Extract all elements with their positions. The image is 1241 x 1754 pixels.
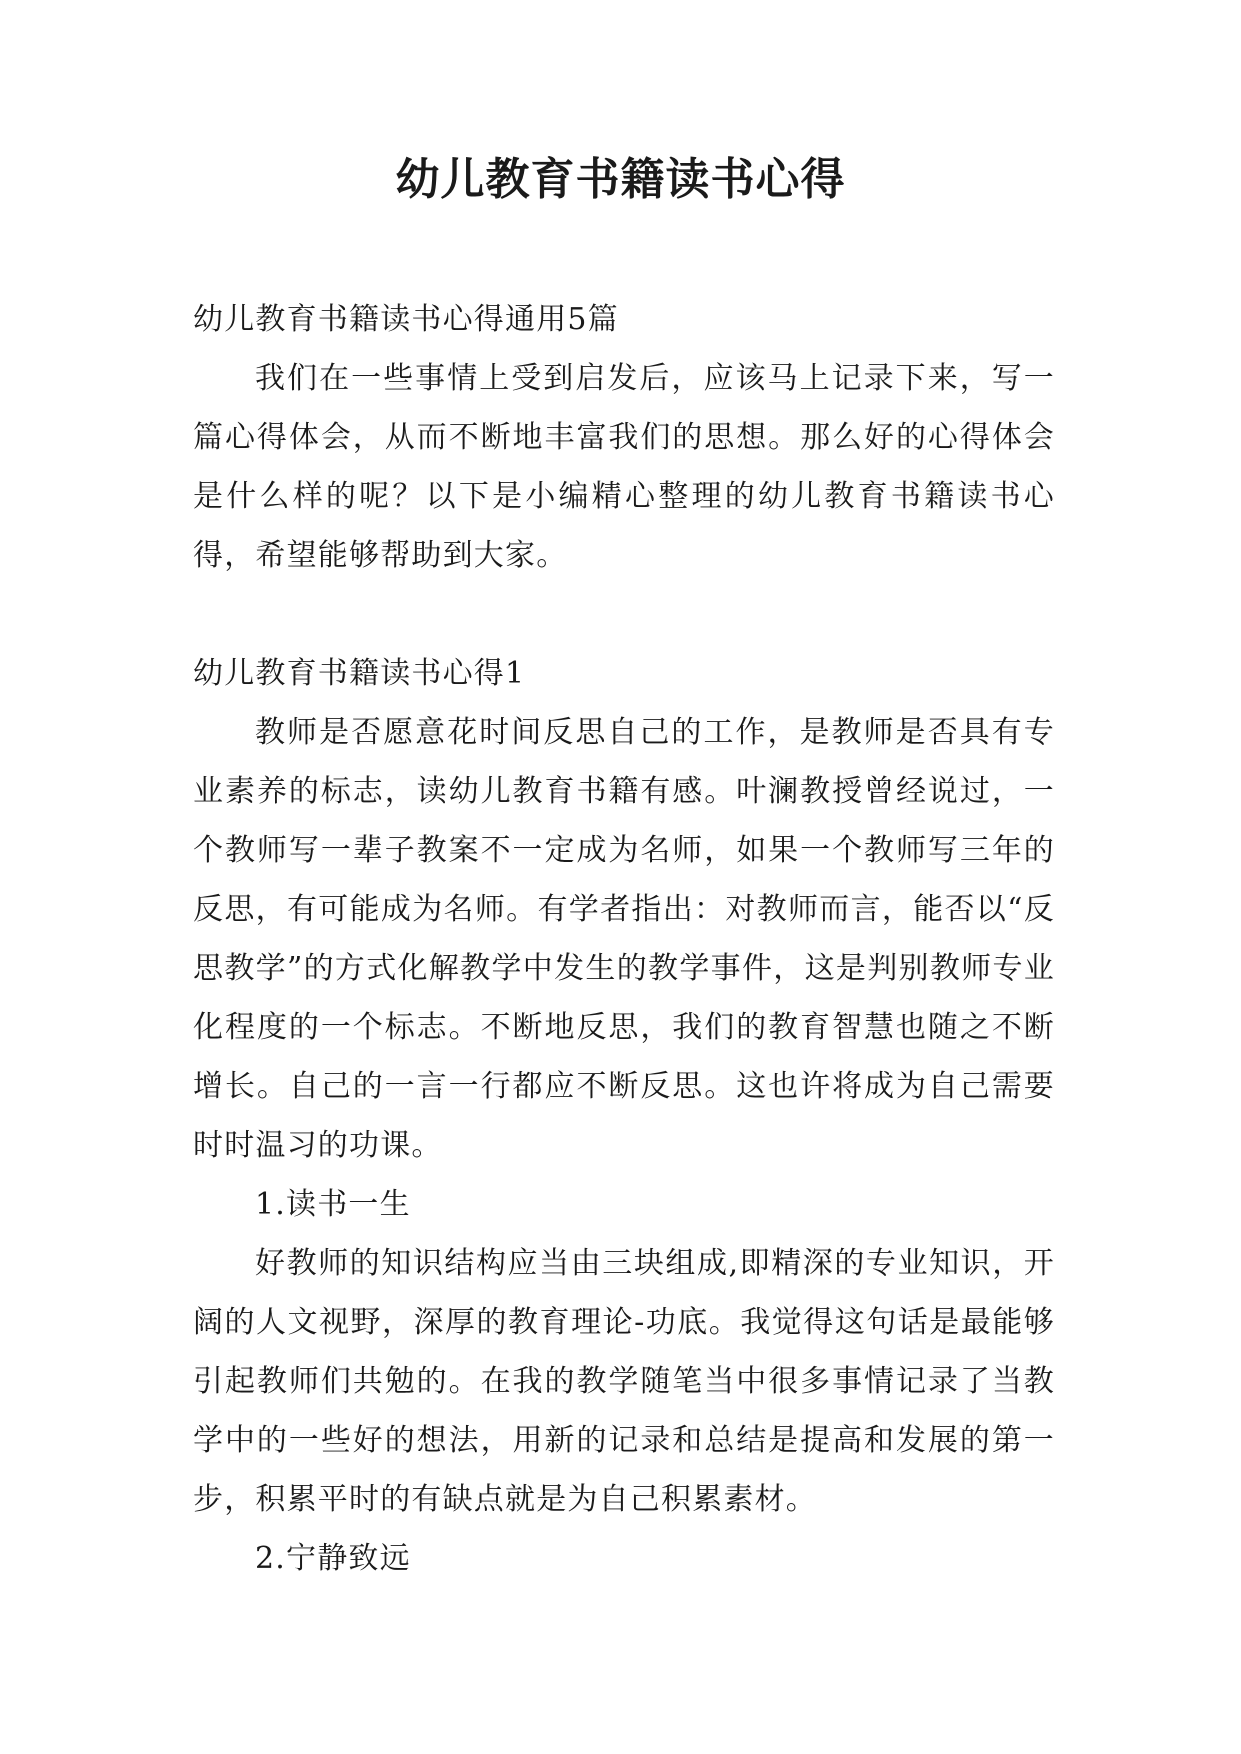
- document-body: [193, 290, 1055, 1588]
- intro-paragraph: 我们在一些事情上受到启发后，应该马上记录下来，写一篇心得体会，从而不断地丰富我们的思想。那么好的心得体会是什么样的呢？以下是小编精心整理的幼儿教育书籍读书心得，希望能够帮助到大家。: [193, 361, 1055, 573]
- body-paragraph: 教师是否愿意花时间反思自己的工作，是教师是否具有专业素养的标志，读幼儿教育书籍有感。叶澜教授曾经说过，一个教师写一辈子教案不一定成为名师，如果一个教师写三年的反思，有可能成为名师。有学者指出：对教师而言，能否以“反思教学”的方式化解教学中发生的教学事件，这是判别教师专业化程度的一个标志。不断地反思，我们的教育智慧也随之不断增长。自己的一言一行都应不断反思。这也许将成为自己需要时时温习的功课。: [193, 715, 1055, 1163]
- point-heading: 2.宁静致远: [255, 1541, 411, 1576]
- body-paragraph: 好教师的知识结构应当由三块组成,即精深的专业知识，开阔的人文视野，深厚的教育理论-功底。我觉得这句话是最能够引起教师们共勉的。在我的教学随笔当中很多事情记录了当教学中的一些好的想法，用新的记录和总结是提高和发展的第一步，积累平时的有缺点就是为自己积累素材。: [193, 1246, 1055, 1517]
- section-heading: 幼儿教育书籍读书心得1: [193, 656, 526, 691]
- point-heading: 1.读书一生: [255, 1187, 411, 1222]
- section-spacer: [193, 585, 1055, 644]
- document-subtitle: 幼儿教育书籍读书心得通用5篇: [193, 302, 619, 337]
- document-title: 幼儿教育书籍读书心得: [395, 154, 846, 205]
